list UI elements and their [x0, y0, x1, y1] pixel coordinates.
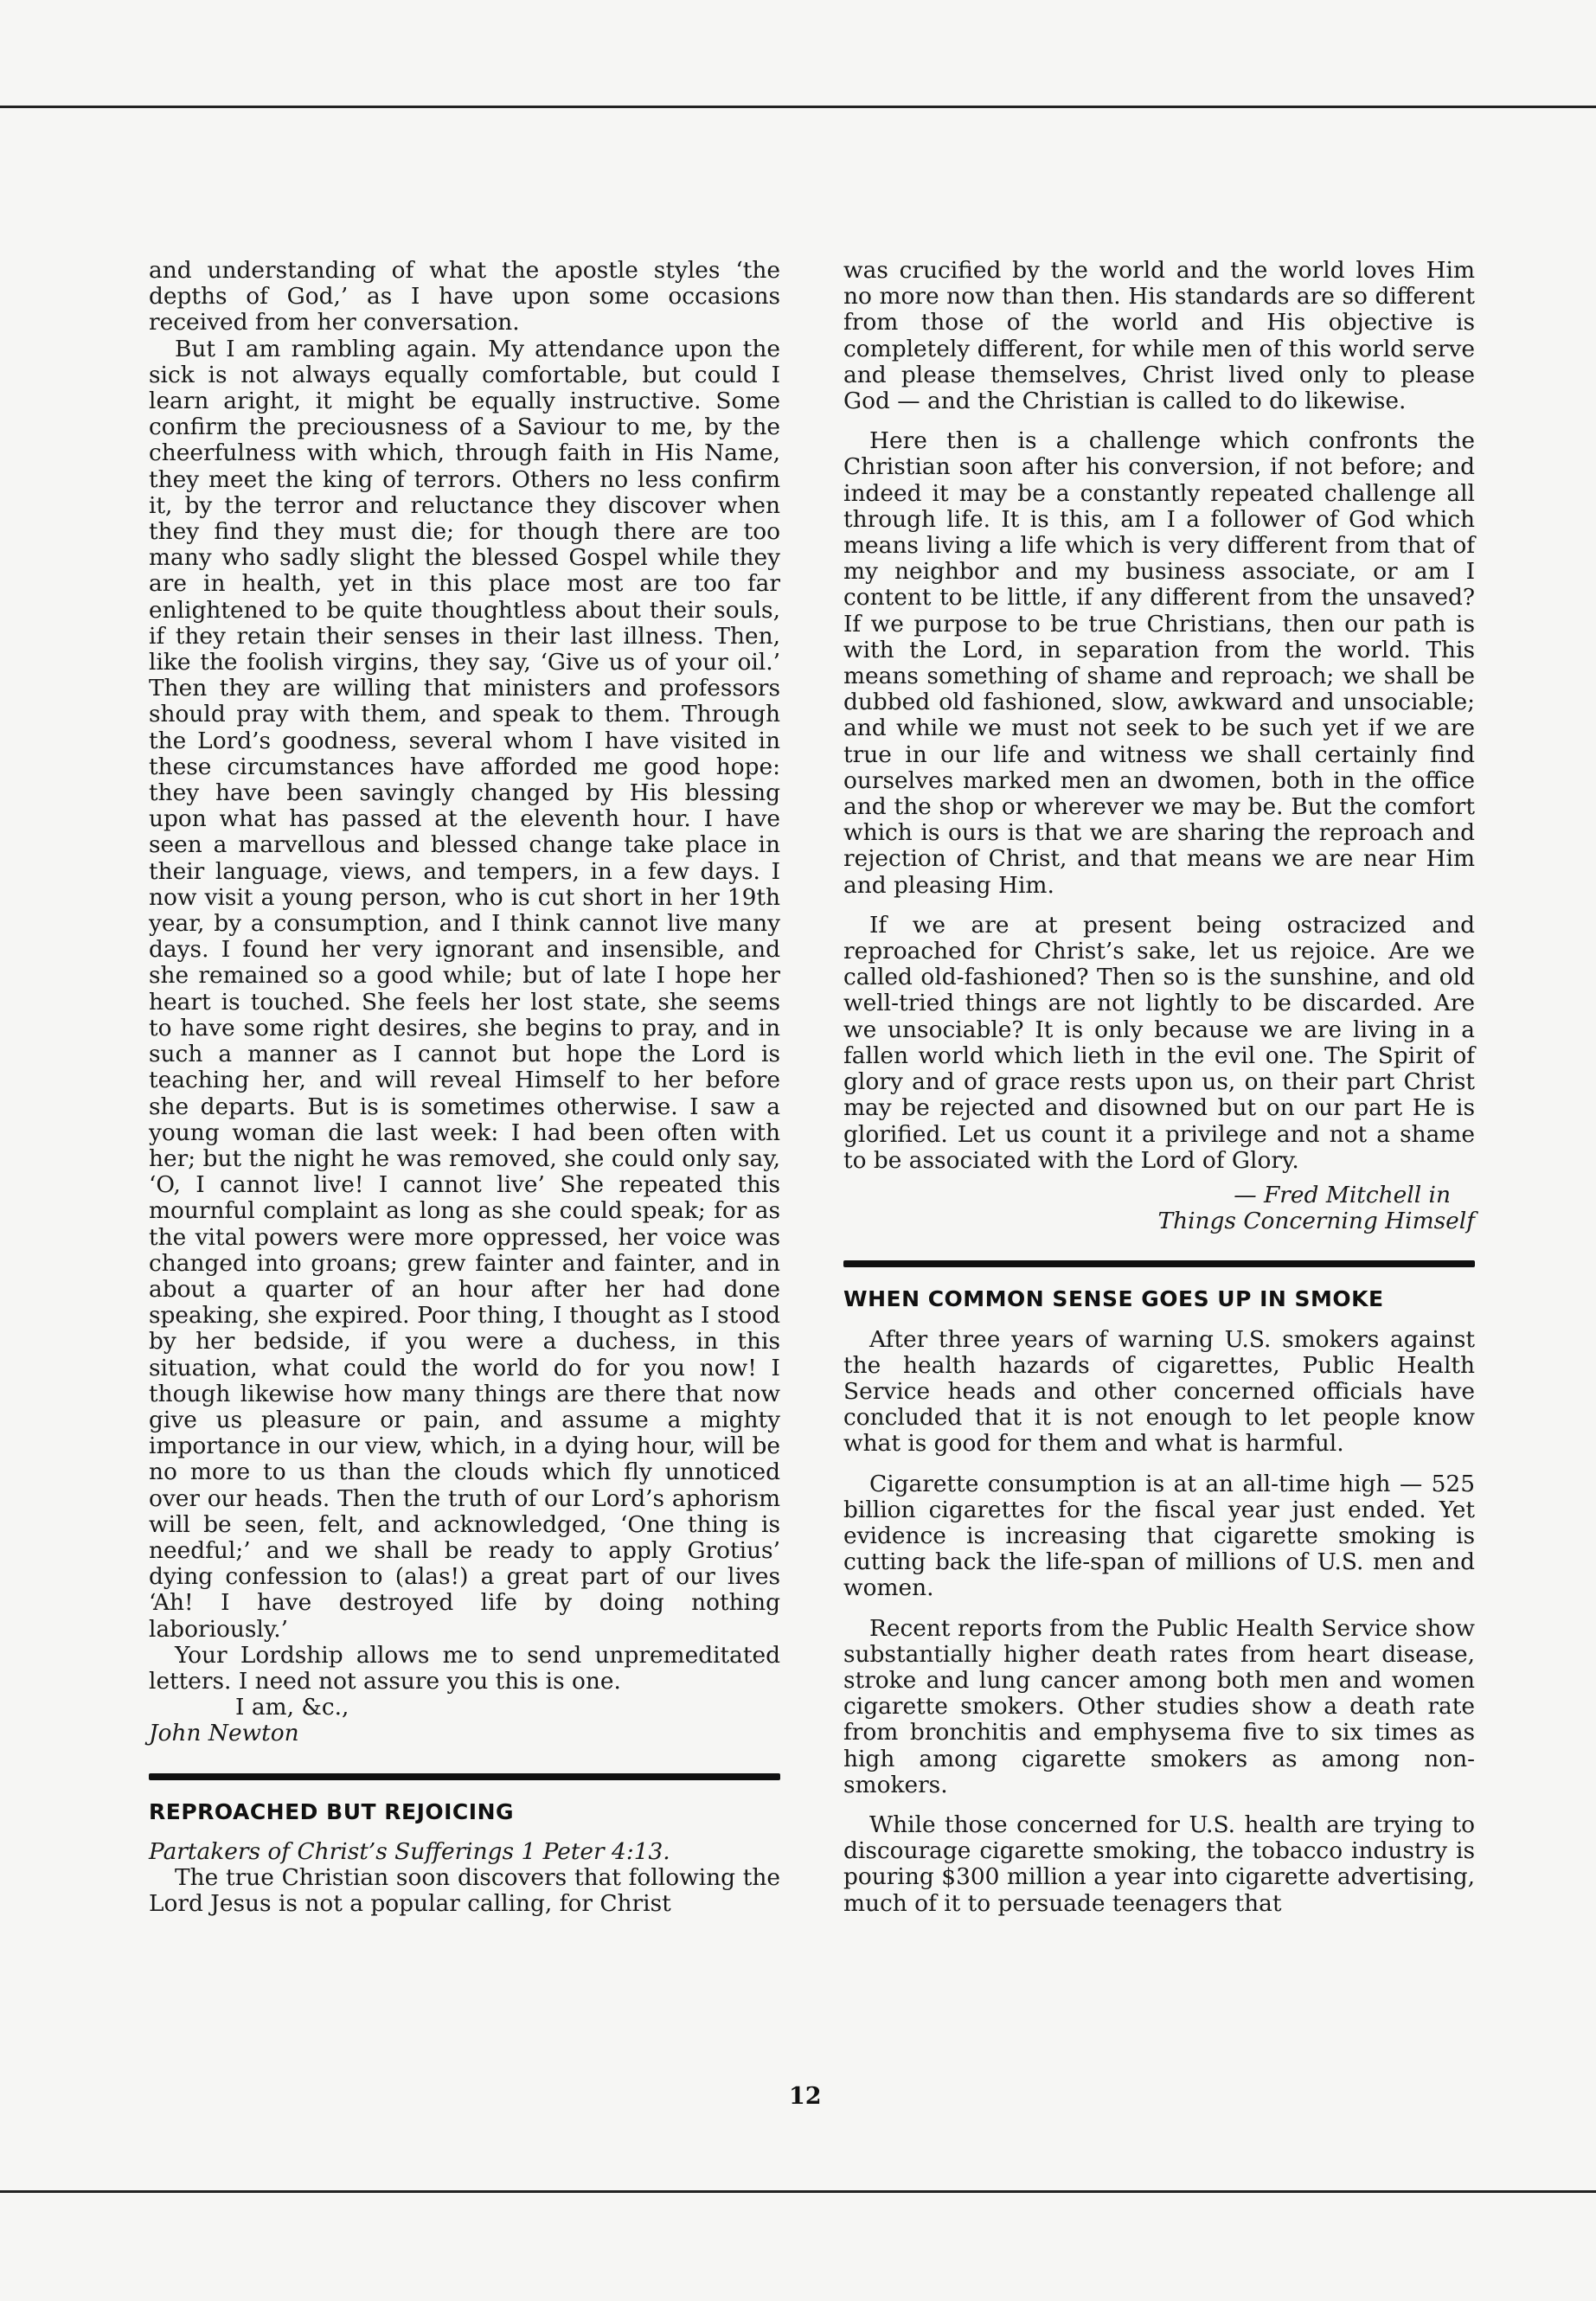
section-divider	[149, 1773, 780, 1780]
article-paragraph: was crucified by the world and the world loves Him no more now than then. His standards are so different from those of the world and His objective is completely different, for while men of this world serve and please themselves, Christ lived only to please God — and the Christian is called to do likewise.	[843, 257, 1475, 415]
attribution-author: — Fred Mitchell in	[1234, 1181, 1451, 1208]
article-paragraph: While those concerned for U.S. health are trying to discourage cigarette smoking, the tobacco industry is pouring $300 million a year into cigarette advertising, much of it to persuade teenagers that	[843, 1811, 1475, 1917]
article-paragraph: After three years of warning U.S. smokers against the health hazards of cigarettes, Public Health Service heads and other concerned officials have concluded that it is not enough to let people know what is good for them and what is harmful.	[843, 1325, 1475, 1458]
letter-closing: I am, &c.,	[235, 1694, 349, 1721]
letter-signature: John Newton	[149, 1720, 299, 1747]
top-border-rule	[0, 106, 1596, 108]
article-paragraph: The true Christian soon discovers that following the Lord Jesus is not a popular calling, for Christ	[149, 1863, 780, 1918]
section-heading-smoke: WHEN COMMON SENSE GOES UP IN SMOKE	[843, 1286, 1384, 1312]
article-paragraph: Recent reports from the Public Health Service show substantially higher death rates from heart disease, stroke and lung cancer among both men and women cigarette smokers. Other studies show a death rate from bronchitis and emphysema five to six times as high among cigarette smokers as among non-smokers.	[843, 1614, 1475, 1798]
page-number: 12	[789, 2083, 822, 2110]
right-column	[843, 258, 1475, 1917]
section-divider	[843, 1260, 1475, 1267]
attribution	[843, 1183, 1475, 1234]
left-column	[149, 258, 780, 1917]
attribution-source: Things Concerning Himself	[1157, 1208, 1475, 1235]
bottom-border-rule	[0, 2190, 1596, 2193]
article-paragraph: Here then is a challenge which confronts the Christian soon after his conversion, if not before; and indeed it may be a constantly repeated challenge all through life. It is this, am I a follower of God which means living a life which is very different from that of my neighbor and my business associate, or am I content to be little, if any different from the unsaved? If we purpose to be true Christians, then our path is with the Lord, in separation from the world. This means something of shame and reproach; we shall be dubbed old fashioned, slow, awkward and unsociable; and while we must not seek to be such yet if we are true in our life and witness we shall certainly find ourselves marked men an dwomen, both in the office and the shop or wherever we may be. But the comfort which is ours is that we are sharing the reproach and rejection of Christ, and that means we are near Him and pleasing Him.	[843, 427, 1475, 899]
section-heading-reproached: REPROACHED BUT REJOICING	[149, 1798, 515, 1824]
newton-paragraph: and understanding of what the apostle styles ‘the depths of God,’ as I have upon some occasions received from her conversation.	[149, 257, 780, 336]
article-paragraph: If we are at present being ostracized and reproached for Christ’s sake, let us rejoice. Are we called old-fashioned? Then so is the sunshine, and old well-tried things are not lightly to be discarded. Are we unsociable? It is only because we are living in a fallen world which lieth in the evil one. The Spirit of glory and of grace rests upon us, on their part Christ may be rejected and disowned but on our part He is glorified. Let us count it a privilege and not a shame to be associated with the Lord of Glory.	[843, 911, 1475, 1174]
scripture-reference: Partakers of Christ’s Sufferings 1 Peter 4:13.	[149, 1837, 670, 1865]
newton-paragraph: But I am rambling again. My attendance upon the sick is not always equally comfortable, but could I learn aright, it might be equally instructive. Some confirm the preciousness of a Saviour to me, by the cheerfulness with which, through faith in His Name, they meet the king of terrors. Others no less confirm it, by the terror and reluctance they discover when they find they must die; for though there are too many who sadly slight the blessed Gospel while they are in health, yet in this place most are too far enlightened to be quite thoughtless about their souls, if they retain their senses in their last illness. Then, like the foolish virgins, they say, ‘Give us of your oil.’ Then they are willing that ministers and professors should pray with them, and speak to them. Through the Lord’s goodness, several whom I have visited in these circumstances have afforded me good hope: they have been savingly changed by His blessing upon what has passed at the eleventh hour. I have seen a marvellous and blessed change take place in their language, views, and tempers, in a few days. I now visit a young person, who is cut short in her 19th year, by a consumption, and I think cannot live many days. I found her very ignorant and insensible, and she remained so a good while; but of late I hope her heart is touched. She feels her lost state, she seems to have some right desires, she begins to pray, and in such a manner as I cannot but hope the Lord is teaching her, and will reveal Himself to her before she departs. But is is sometimes otherwise. I saw a young woman die last week: I had been often with her; but the night he was removed, she could only say, ‘O, I cannot live! I cannot live’ She repeated this mournful complaint as long as she could speak; for as the vital powers were more oppressed, her voice was changed into groans; grew fainter and fainter, and in about a quarter of an hour after her had done speaking, she expired. Poor thing, I thought as I stood by her bedside, if you were a duchess, in this situation, what could the world do for you now! I though likewise how many things are there that now give us pleasure or pain, and assume a mighty importance in our view, which, in a dying hour, will be no more to us than the clouds which fly unnoticed over our heads. Then the truth of our Lord’s aphorism will be seen, felt, and acknowledged, ‘One thing is needful;’ and we shall be ready to apply Grotius’ dying confession to (alas!) a great part of our lives ‘Ah! I have destroyed life by doing nothing laboriously.’	[149, 335, 780, 1643]
newton-paragraph: Your Lordship allows me to send unpremeditated letters. I need not assure you this is one.	[149, 1641, 780, 1695]
article-paragraph: Cigarette consumption is at an all-time high — 525 billion cigarettes for the fiscal year just ended. Yet evidence is increasing that cigarette smoking is cutting back the life-span of millions of U.S. men and women.	[843, 1470, 1475, 1602]
